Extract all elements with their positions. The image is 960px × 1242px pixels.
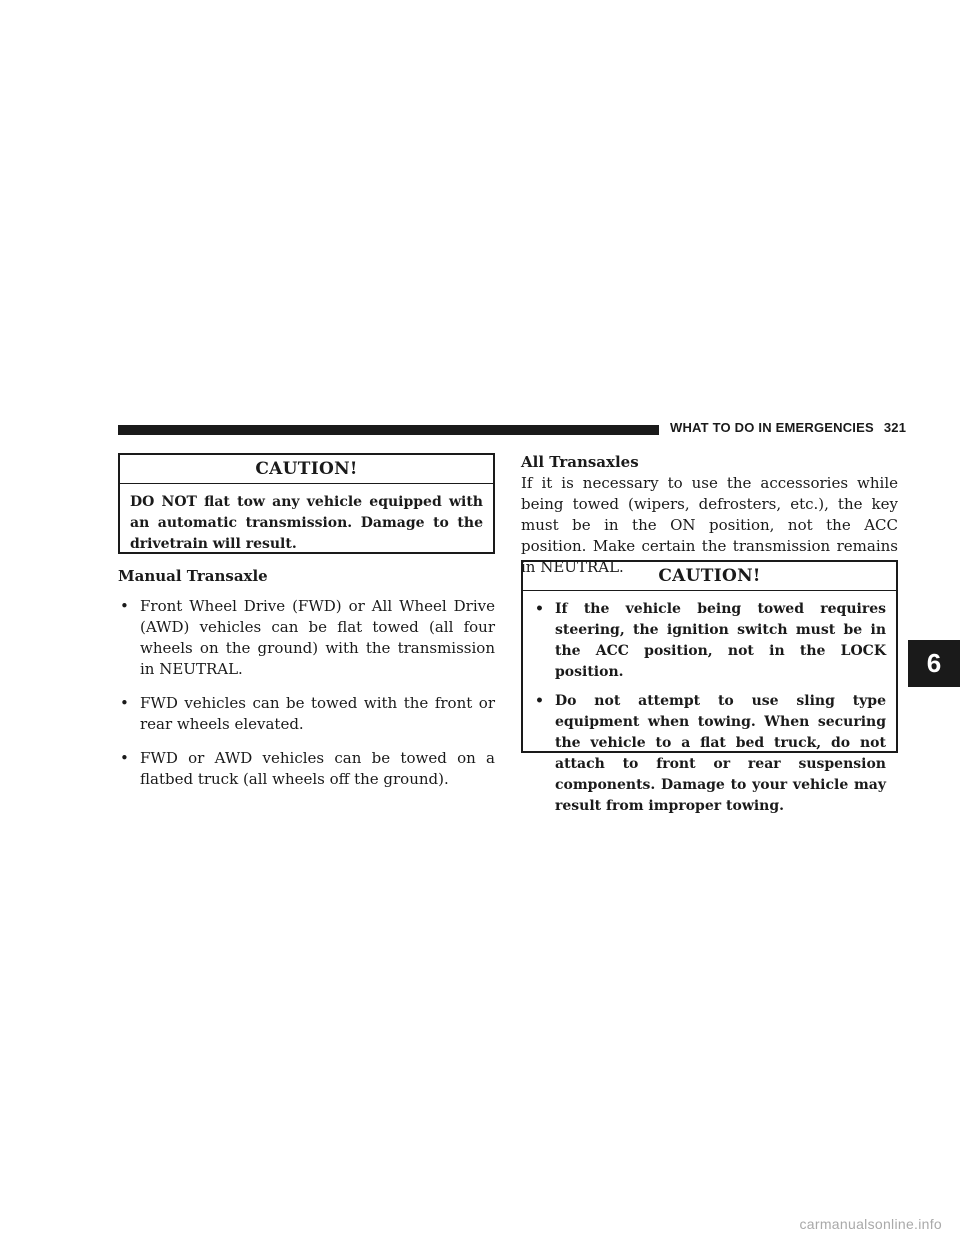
manual-transaxle-list [118,596,495,803]
chapter-tab: 6 [908,640,960,687]
all-transaxles-heading: All Transaxles [521,453,639,471]
header-rule [118,425,659,435]
all-transaxles-text: If it is necessary to use the accessories while being towed (wipers, defrosters, etc.), the key must be in the ON position, not the ACC position. Make certain the transmission remains in NEUTRAL. [521,474,898,576]
caution-list [533,599,886,817]
list-item: • FWD or AWD vehicles can be towed on a flatbed truck (all wheels off the ground). [120,749,495,788]
manual-transaxle-heading: Manual Transaxle [118,567,268,585]
caution-title: CAUTION! [523,562,896,591]
page-number: 321 [883,420,907,435]
caution-title: CAUTION! [120,455,493,484]
caution-text: DO NOT flat tow any vehicle equipped with an automatic transmission. Damage to the drivetrain will result. [130,494,483,552]
watermark: carmanualsonline.info [799,1216,942,1232]
caution-box-automatic [118,453,495,554]
list-item: • Do not attempt to use sling type equipment when towing. When securing the vehicle to a flat bed truck, do not attach to front or rear suspension components. Damage to your vehicle may result from improper towing. [535,693,886,814]
list-item: • Front Wheel Drive (FWD) or All Wheel Drive (AWD) vehicles can be flat towed (all four wheels on the ground) with the transmission in NEUTRAL. [120,597,495,678]
caution-box-towing [521,560,898,814]
list-item: • If the vehicle being towed requires steering, the ignition switch must be in the ACC position, not in the LOCK position. [535,601,886,680]
page-header [670,420,906,435]
section-title: WHAT TO DO IN EMERGENCIES [670,420,874,435]
list-item: • FWD vehicles can be towed with the front or rear wheels elevated. [120,694,495,733]
